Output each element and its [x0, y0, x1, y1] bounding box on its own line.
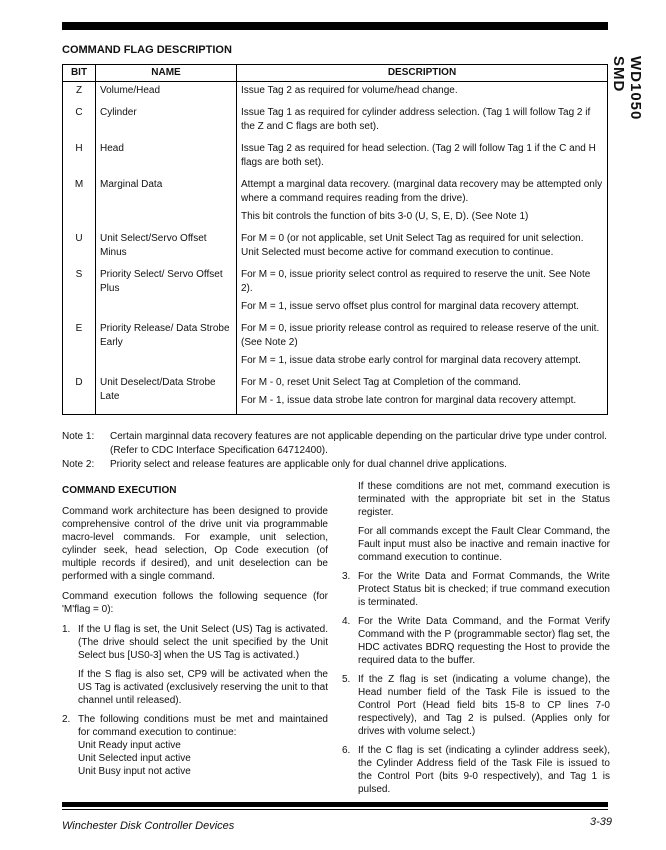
- table-row: [63, 266, 608, 320]
- execution-intro: Command work architecture has been designed to provide comprehensive control of the drive unit via programmable macro-level commands. For example, unit selection, cylinder seek, head selection, Op Code execution (of multiple records if desired), and unit deselection can be performed with a single command.: [62, 506, 328, 582]
- footer-title: Winchester Disk Controller Devices: [62, 820, 235, 832]
- table-row: [63, 230, 608, 266]
- desc-cell: [237, 176, 608, 230]
- table-row: [63, 320, 608, 374]
- item-number: [62, 668, 78, 707]
- desc-text: For M - 1, issue data strobe late contron for marginal data recovery attempt.: [241, 395, 577, 406]
- desc-text: Issue Tag 2 as required for volume/head change.: [241, 85, 458, 96]
- list-item: [342, 673, 610, 738]
- notes: [62, 430, 612, 472]
- name-cell: Volume/Head: [96, 82, 237, 105]
- bit-cell: M: [63, 176, 96, 230]
- bottom-rule-thin: [62, 809, 608, 810]
- desc-cell: [237, 374, 608, 415]
- name-cell: Unit Deselect/Data Strobe Late: [96, 374, 237, 415]
- table-row: [63, 176, 608, 230]
- condition-2: Unit Selected input active: [78, 753, 191, 764]
- condition-1: Unit Ready input active: [78, 740, 181, 751]
- bit-cell: H: [63, 140, 96, 176]
- list-item: [62, 713, 328, 778]
- note-label: Note 2:: [62, 459, 95, 470]
- item-text: If the Z flag is set (indicating a volume change), the Head number field of the Task File is issued to the Control Port (Head field bits 15-8 to CP lines 7-0 respectively), and Tag 2 is pulsed. (Applies only for drives with volume select.): [358, 674, 610, 737]
- execution-right-column: [342, 480, 610, 802]
- note-1: [62, 430, 612, 458]
- bit-cell: C: [63, 104, 96, 140]
- note-2: [62, 458, 612, 472]
- item-text: For the Write Data and Format Commands, the Write Protect Status bit is checked; if true command execution is terminated.: [358, 571, 610, 608]
- desc-cell: [237, 230, 608, 266]
- bit-cell: Z: [63, 82, 96, 105]
- bit-cell: S: [63, 266, 96, 320]
- header-description: DESCRIPTION: [237, 65, 608, 82]
- bit-cell: U: [63, 230, 96, 266]
- name-cell: Cylinder: [96, 104, 237, 140]
- item-text: If the S flag is also set, CP9 will be activated when the US Tag is activated (exclusively reserving the unit to that channel until released).: [78, 669, 328, 706]
- name-cell: Priority Release/ Data Strobe Early: [96, 320, 237, 374]
- bit-cell: E: [63, 320, 96, 374]
- side-label: WD1050 SMD: [610, 56, 644, 121]
- item-number: 4.: [342, 616, 351, 627]
- note-text: Priority select and release features are applicable only for dual channel drive applications.: [110, 459, 507, 470]
- section-title: COMMAND FLAG DESCRIPTION: [62, 44, 232, 56]
- item-number: 1.: [62, 624, 71, 635]
- item-text-main: The following conditions must be met and maintained for command execution to continue:: [78, 714, 328, 738]
- list-item: [62, 668, 328, 707]
- header-bit: BIT: [63, 65, 96, 82]
- item-text: If the U flag is set, the Unit Select (US) Tag is activated. (The drive should select the unit specified by the Unit Select bus [US0-3] when the US Tag is activated.): [78, 624, 328, 661]
- page-number: 3-39: [590, 816, 613, 828]
- desc-cell: [237, 140, 608, 176]
- item-number: 3.: [342, 571, 351, 582]
- table-row: [63, 82, 608, 105]
- table-row: [63, 140, 608, 176]
- desc-text: For M - 0, reset Unit Select Tag at Completion of the command.: [241, 377, 521, 388]
- condition-3: Unit Busy input not active: [78, 766, 191, 777]
- item-text: If the C flag is set (indicating a cylinder address seek), the Cylinder Address field of the Task File is issued to the Control Port (bits 9-0 respectively), and Tag 1 is pulsed.: [358, 745, 610, 795]
- item-text: For the Write Data Command, and the Format Verify Command with the P (programmable sector) flag set, the HDC activates BDRQ requesting the Host to provide the required data to the buffer.: [358, 616, 610, 666]
- list-item: [62, 623, 328, 662]
- note-text: Certain marginnal data recovery features are not applicable depending on the particular drive type under control. (Refer to CDC Interface Specification 64712400).: [110, 431, 607, 456]
- bottom-rule: [62, 802, 608, 807]
- table-row: [63, 104, 608, 140]
- desc-text: Issue Tag 1 as required for cylinder address selection. (Tag 1 will follow Tag 2 if the Z and C flags are both set).: [241, 107, 591, 132]
- desc-text: This bit controls the function of bits 3-0 (U, S, E, D). (See Note 1): [241, 211, 529, 222]
- name-cell: Head: [96, 140, 237, 176]
- item-text: [78, 713, 328, 778]
- note-label: Note 1:: [62, 431, 95, 442]
- name-cell: Marginal Data: [96, 176, 237, 230]
- name-cell: Unit Select/Servo Offset Minus: [96, 230, 237, 266]
- execution-left-column: [62, 484, 328, 784]
- header-name: NAME: [96, 65, 237, 82]
- list-item: [342, 570, 610, 609]
- desc-text: For M = 1, issue servo offset plus control for marginal data recovery attempt.: [241, 301, 580, 312]
- table-header-row: [63, 65, 608, 82]
- list-item: [342, 615, 610, 667]
- name-cell: Priority Select/ Servo Offset Plus: [96, 266, 237, 320]
- top-rule: [62, 22, 608, 30]
- desc-text: For M = 0 (or not applicable, set Unit Select Tag as required for unit selection. Unit Selected must become active for command execution to continue.: [241, 233, 584, 258]
- desc-text: For M = 0, issue priority release control as required to release reserve of the unit. (See Note 2): [241, 323, 600, 348]
- desc-text: Issue Tag 2 as required for head selection. (Tag 2 will follow Tag 1 if the C and H flags are both set).: [241, 143, 596, 168]
- execution-title: COMMAND EXECUTION: [62, 485, 177, 496]
- desc-cell: [237, 266, 608, 320]
- command-flag-table: [62, 64, 608, 415]
- right-paragraph: For all commands except the Fault Clear Command, the Fault input must also be inactive and remain inactive for command execution to continue.: [358, 526, 610, 563]
- item-number: 5.: [342, 674, 351, 685]
- desc-text: For M = 1, issue data strobe early control for marginal data recovery attempt.: [241, 355, 581, 366]
- desc-cell: [237, 82, 608, 105]
- execution-sequence: Command execution follows the following sequence (for 'M'flag = 0):: [62, 591, 328, 615]
- bit-cell: D: [63, 374, 96, 415]
- desc-text: Attempt a marginal data recovery. (marginal data recovery may be attempted only where a command requires reading from the drive).: [241, 179, 603, 204]
- item-number: 2.: [62, 714, 71, 725]
- desc-text: For M = 0, issue priority select control as required to reserve the unit. See Note 2).: [241, 269, 591, 294]
- desc-cell: [237, 104, 608, 140]
- item-number: 6.: [342, 745, 351, 756]
- list-item: [342, 744, 610, 796]
- right-paragraph: If these comditions are not met, command execution is terminated with the appropriate bit set in the Status register.: [358, 481, 610, 518]
- table-row: [63, 374, 608, 415]
- desc-cell: [237, 320, 608, 374]
